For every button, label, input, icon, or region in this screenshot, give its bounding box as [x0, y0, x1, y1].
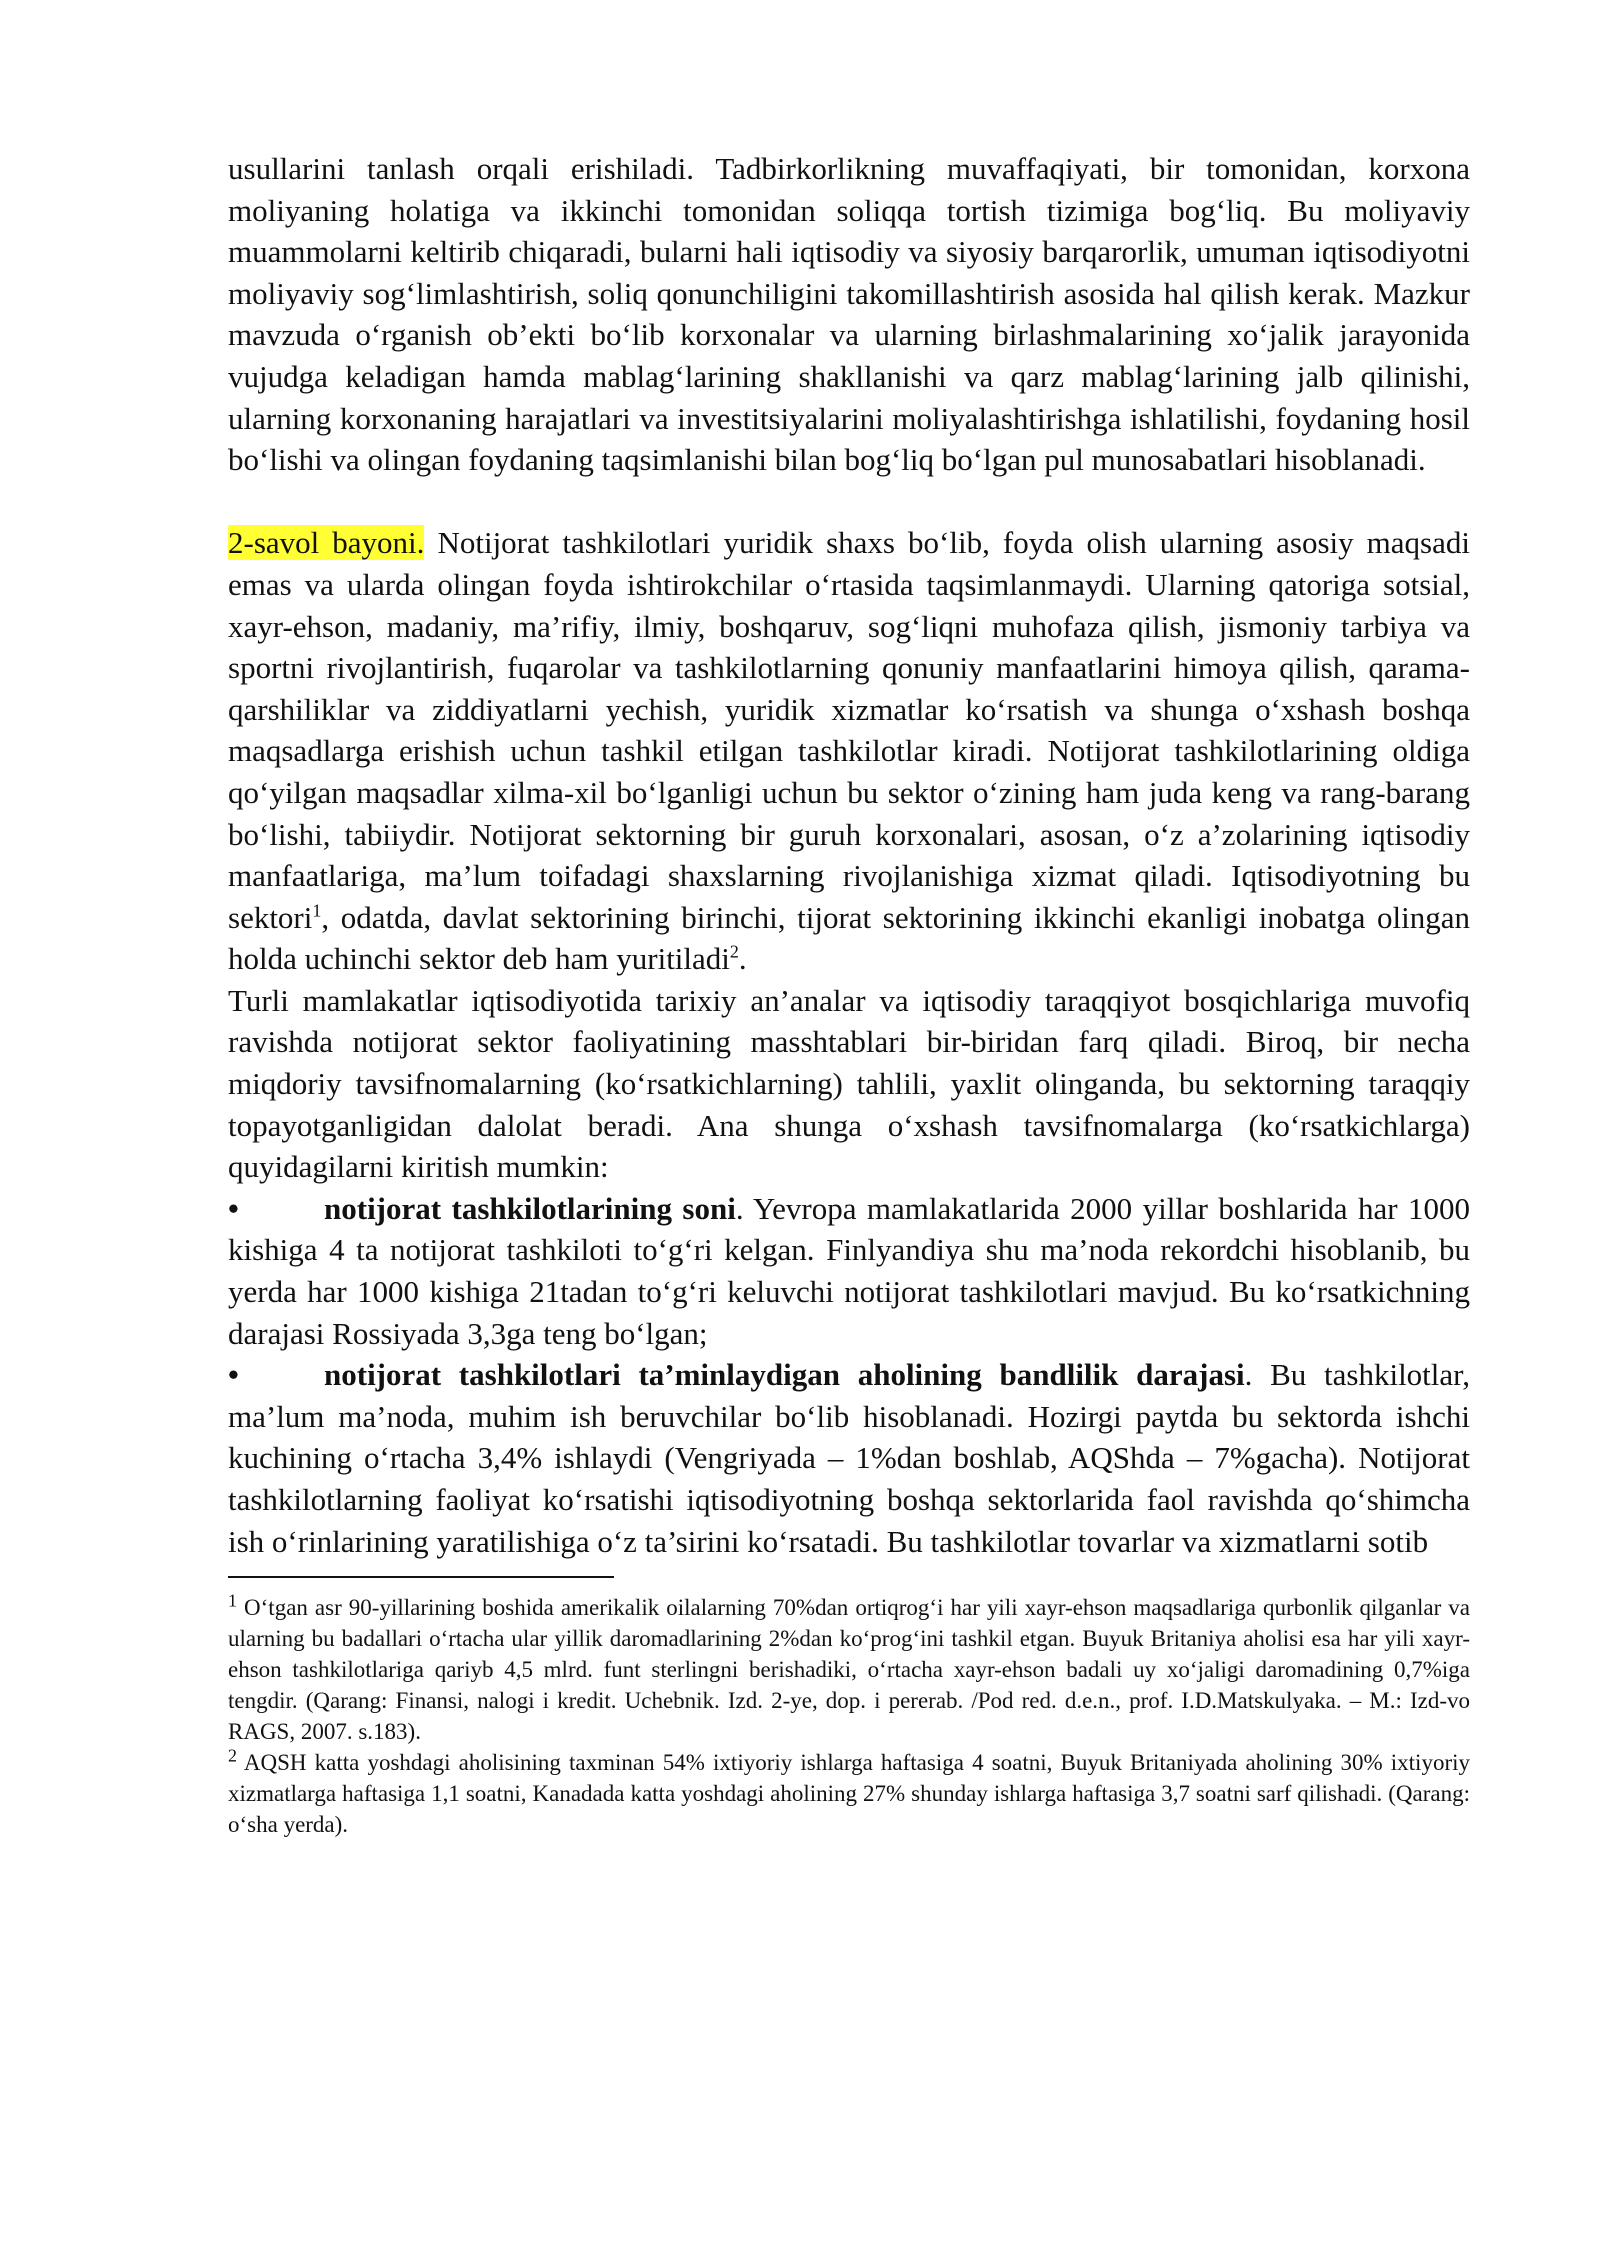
footnote-1-text: O‘tgan asr 90-yillarining boshida amerikalik oilalarning 70%dan ortiqrog‘i har yili xayr-ehson maqsadlariga qurbonlik qilganlar va ularning bu badallari o‘rtacha ular yillik daromadlarining 2%dan ko‘prog‘ini tashkil etgan. Buyuk Britaniya aholisi esa har yili xayr-ehson tashkilotlariga qariyb 4,5 mlrd. funt sterlingni berishadiki, o‘rtacha xayr-ehson badali uy xo‘jaligi daromadining 0,7%iga tengdir. (Qarang: Finansi, nalogi i kredit. Uchebnik. Izd. 2-ye, dop. i pererab. /Pod red. d.e.n., prof. I.D.Matskulyaka. – M.: Izd-vo RAGS, 2007. s.183). [228, 1595, 1470, 1745]
bullet-1-bold: notijorat tashkilotlarining soni [324, 1190, 736, 1226]
footnote-2-text: AQSH katta yoshdagi aholisining taxminan 54% ixtiyoriy ishlarga haftasiga 4 soatni, Buyuk Britaniyada aholining 30% ixtiyoriy xizmatlarga haftasiga 1,1 soatni, Kanadada katta yoshdagi aholining 27% shunday ishlarga haftasiga 3,7 soatni sarf qilishadi. (Qarang: o‘sha yerda). [228, 1750, 1470, 1838]
section2-paragraph-2: Turli mamlakatlar iqtisodiyotida tarixiy an’analar va iqtisodiy taraqqiyot bosqichlariga muvofiq ravishda notijorat sektor faoliyatining masshtablari bir-biridan farq qiladi. Biroq, bir necha miqdoriy tavsifnomalarning (ko‘rsatkichlarning) tahlili, yaxlit olinganda, bu sektorning taraqqiy topayotganligidan dalolat beradi. Ana shunga o‘xshash tavsifnomalarga (ko‘rsatkichlarga) quyidagilarni kiritish mumkin: [228, 982, 1470, 1185]
footnote-ref-1[interactable]: 1 [312, 900, 322, 921]
section2-text-c: . [738, 941, 747, 977]
bullet-item-1 [228, 1188, 1470, 1354]
section2-text-b: , odatda, davlat sektorining birinchi, tijorat sektorining ikkinchi ekanligi inobatga olingan holda uchinchi sektor deb ham yuritiladi [228, 899, 1470, 977]
paragraph-spacer [228, 481, 1470, 523]
footnote-separator [228, 1576, 614, 1578]
footnote-2-mark: 2 [228, 1745, 237, 1766]
bullet-1-text: . Yevropa mamlakatlarida 2000 yillar boshlarida har 1000 kishiga 4 ta notijorat tashkiloti to‘g‘ri kelgan. Finlyandiya shu ma’noda rekordchi hisoblanib, bu yerda har 1000 kishiga 21tadan to‘g‘ri keluvchi notijorat tashkilotlari mavjud. Bu ko‘rsatkichning darajasi Rossiyada 3,3ga teng bo‘lgan; [228, 1190, 1470, 1351]
document-page [228, 148, 1470, 1840]
body-text [228, 148, 1470, 1562]
bullet-marker: • [228, 1357, 239, 1393]
footnote-1 [228, 1592, 1470, 1747]
bullet-item-2 [228, 1354, 1470, 1562]
footnote-2 [228, 1747, 1470, 1840]
bullet-marker: • [228, 1190, 239, 1226]
section2-paragraph-1 [228, 522, 1470, 980]
section2-heading: 2-savol bayoni. [228, 525, 425, 561]
bullet-2-bold: notijorat tashkilotlari ta’minlaydigan aholining bandlilik darajasi [324, 1357, 1245, 1393]
bullet-2-text: . Bu tashkilotlar, ma’lum ma’noda, muhim ish beruvchilar bo‘lib hisoblanadi. Hozirgi paytda bu sektorda ishchi kuchining o‘rtacha 3,4% ishlaydi (Vengriyada – 1%dan boshlab, AQShda – 7%gacha). Notijorat tashkilotlarning faoliyat ko‘rsatishi iqtisodiyotning boshqa sektorlarida faol ravishda qo‘shimcha ish o‘rinlarining yaratilishiga o‘z ta’sirini ko‘rsatadi. Bu tashkilotlar tovarlar va xizmatlarni sotib [228, 1357, 1471, 1559]
footnote-ref-2[interactable]: 2 [729, 941, 739, 962]
footnotes [228, 1592, 1470, 1840]
section2-text-a: Notijorat tashkilotlari yuridik shaxs bo‘lib, foyda olish ularning asosiy maqsadi emas va ularda olingan foyda ishtirokchilar o‘rtasida taqsimlanmaydi. Ularning qatoriga sotsial, xayr-ehson, madaniy, ma’rifiy, ilmiy, boshqaruv, sog‘liqni muhofaza qilish, jismoniy tarbiya va sportni rivojlantirish, fuqarolar va tashkilotlarning qonuniy manfaatlarini himoya qilish, qarama-qarshiliklar va ziddiyatlarni yechish, yuridik xizmatlar ko‘rsatish va shunga o‘xshash boshqa maqsadlarga erishish uchun tashkil etilgan tashkilotlar kiradi. Notijorat tashkilotlarining oldiga qo‘yilgan maqsadlar xilma-xil bo‘lganligi uchun bu sektor o‘zining ham juda keng va rang-barang bo‘lishi, tabiiydir. Notijorat sektorning bir guruh korxonalari, asosan, o‘z a’zolarining iqtisodiy manfaatlariga, ma’lum toifadagi shaxslarning rivojlanishiga xizmat qiladi. Iqtisodiyotning bu sektori [228, 525, 1470, 935]
footnote-1-mark: 1 [228, 1590, 237, 1611]
intro-paragraph: usullarini tanlash orqali erishiladi. Tadbirkorlikning muvaffaqiyati, bir tomonidan, korxona moliyaning holatiga va ikkinchi tomonidan soliqqa tortish tizimiga bog‘liq. Bu moliyaviy muammolarni keltirib chiqaradi, bularni hali iqtisodiy va siyosiy barqarorlik, umuman iqtisodiyotni moliyaviy sog‘limlashtirish, soliq qonunchiligini takomillashtirish asosida hal qilish kerak. Mazkur mavzuda o‘rganish ob’ekti bo‘lib korxonalar va ularning birlashmalarining xo‘jalik jarayonida vujudga keladigan hamda mablag‘larining shakllanishi va qarz mablag‘larining jalb qilinishi, ularning korxonaning harajatlari va investitsiyalarini moliyalashtirishga ishlatilishi, foydaning hosil bo‘lishi va olingan foydaning taqsimlanishi bilan bog‘liq bo‘lgan pul munosabatlari hisoblanadi. [228, 151, 1470, 478]
